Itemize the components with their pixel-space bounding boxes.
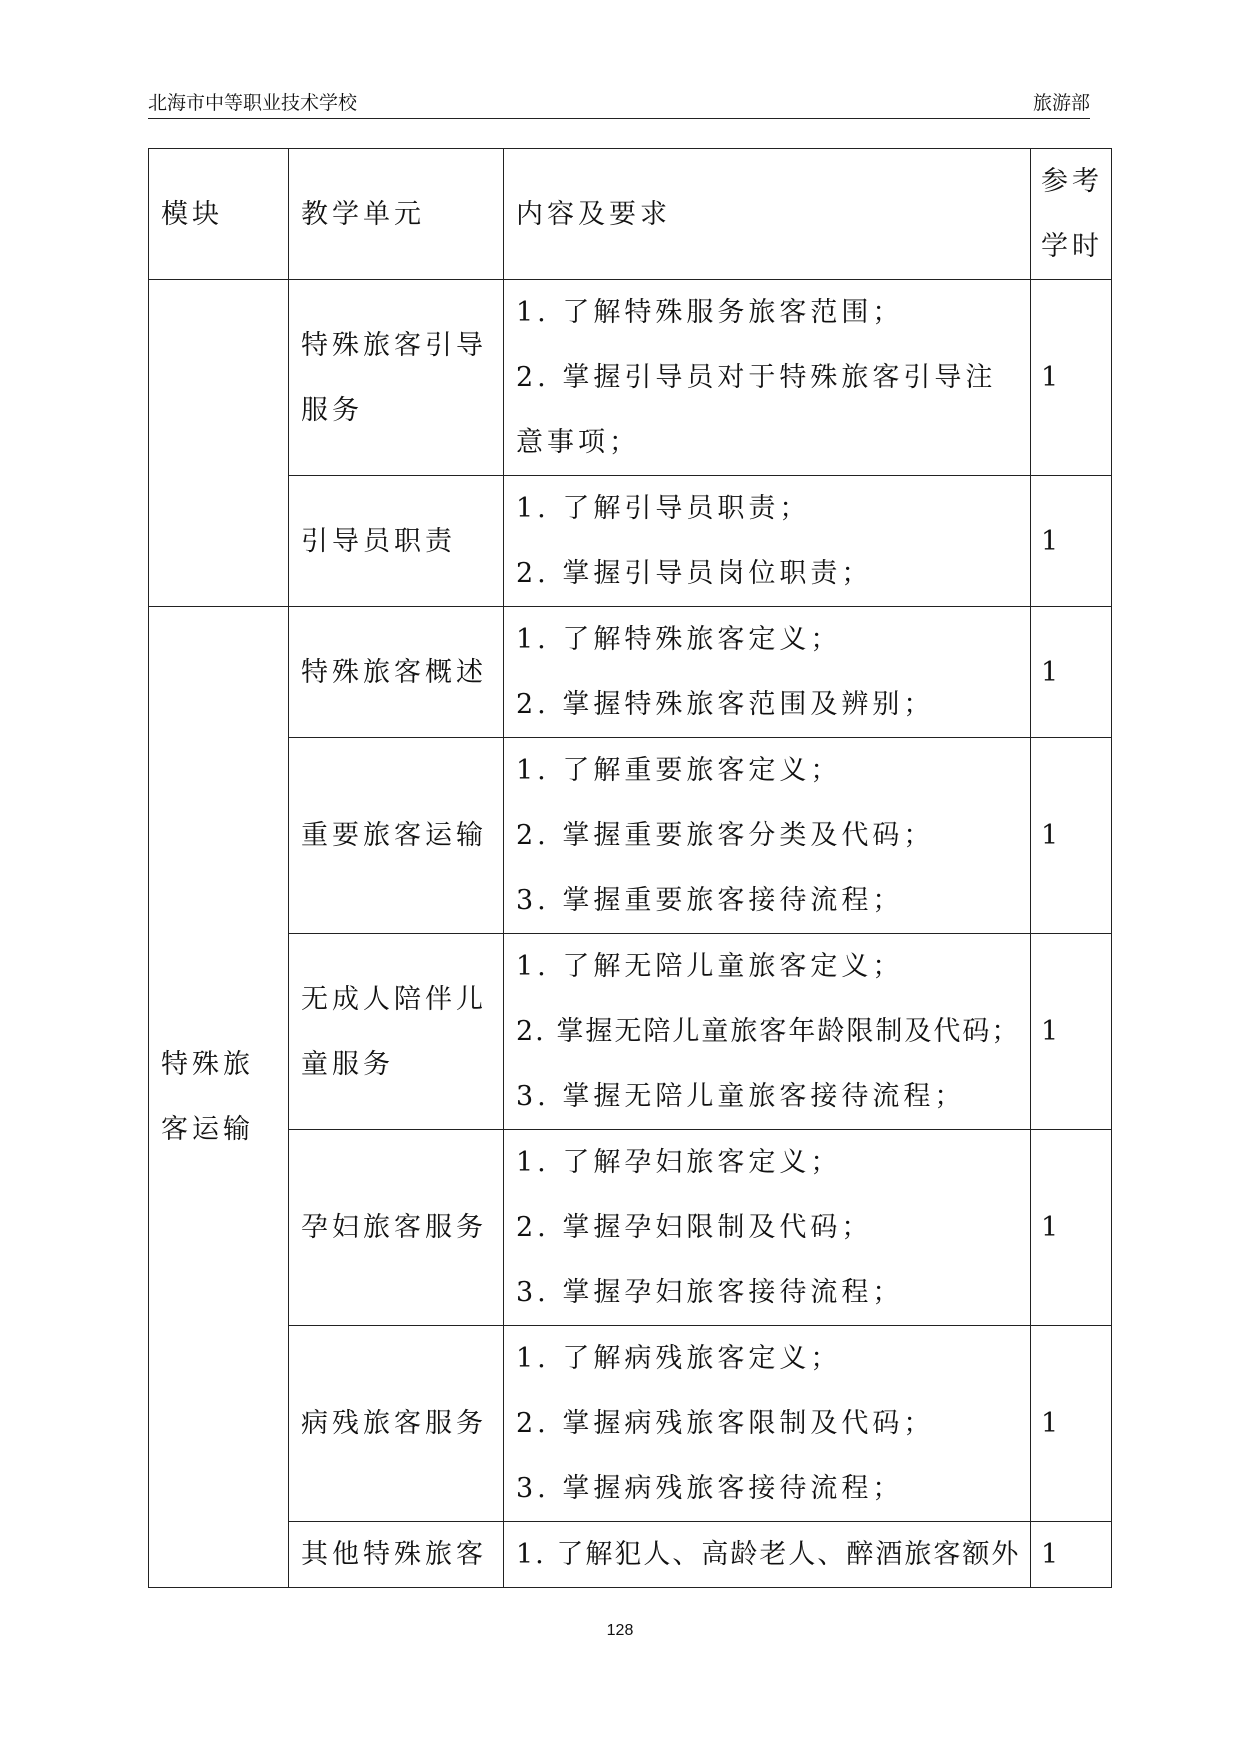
- table-row: [149, 607, 1112, 738]
- hours-cell: 1: [1031, 280, 1112, 476]
- header-module: 模块: [149, 149, 289, 280]
- table-row: [149, 1130, 1112, 1326]
- table-row: [149, 1522, 1112, 1588]
- unit-cell: 病残旅客服务: [289, 1326, 504, 1522]
- module-cell: 特殊旅客运输: [149, 607, 289, 1588]
- unit-cell: 重要旅客运输: [289, 738, 504, 934]
- hours-cell: 1: [1031, 1522, 1112, 1588]
- table-header-row: [149, 149, 1112, 280]
- hours-cell: 1: [1031, 607, 1112, 738]
- syllabus-table: [148, 148, 1112, 1588]
- table-row: [149, 738, 1112, 934]
- page-number: 128: [606, 1622, 634, 1639]
- table-row: [149, 476, 1112, 607]
- content-cell: 1. 了解孕妇旅客定义； 2. 掌握孕妇限制及代码； 3. 掌握孕妇旅客接待流程；: [504, 1130, 1031, 1326]
- school-name: 北海市中等职业技术学校: [148, 92, 358, 114]
- content-cell: 1. 了解引导员职责； 2. 掌握引导员岗位职责；: [504, 476, 1031, 607]
- unit-cell: 孕妇旅客服务: [289, 1130, 504, 1326]
- content-cell: 1. 了解病残旅客定义； 2. 掌握病残旅客限制及代码； 3. 掌握病残旅客接待流程；: [504, 1326, 1031, 1522]
- hours-cell: 1: [1031, 934, 1112, 1130]
- hours-cell: 1: [1031, 1130, 1112, 1326]
- unit-cell: 引导员职责: [289, 476, 504, 607]
- table-row: [149, 934, 1112, 1130]
- table-row: [149, 1326, 1112, 1522]
- hours-cell: 1: [1031, 476, 1112, 607]
- module-cell-empty: [149, 280, 289, 607]
- hours-cell: 1: [1031, 738, 1112, 934]
- content-cell: 1. 了解特殊旅客定义； 2. 掌握特殊旅客范围及辨别；: [504, 607, 1031, 738]
- unit-cell: 其他特殊旅客: [289, 1522, 504, 1588]
- header-hours: 参考 学时: [1031, 149, 1112, 280]
- content-cell: 1. 了解无陪儿童旅客定义； 2. 掌握无陪儿童旅客年龄限制及代码； 3. 掌握无陪儿童旅客接待流程；: [504, 934, 1031, 1130]
- unit-cell: 特殊旅客概述: [289, 607, 504, 738]
- hours-cell: 1: [1031, 1326, 1112, 1522]
- content-cell: 1. 了解重要旅客定义； 2. 掌握重要旅客分类及代码； 3. 掌握重要旅客接待流程；: [504, 738, 1031, 934]
- unit-cell: 无成人陪伴儿童服务: [289, 934, 504, 1130]
- department-name: 旅游部: [1032, 92, 1090, 114]
- page-header: [148, 84, 1090, 119]
- unit-cell: 特殊旅客引导服务: [289, 280, 504, 476]
- content-cell: 1. 了解特殊服务旅客范围； 2. 掌握引导员对于特殊旅客引导注意事项；: [504, 280, 1031, 476]
- content-cell: 1. 了解犯人、高龄老人、醉酒旅客额外: [504, 1522, 1031, 1588]
- header-unit: 教学单元: [289, 149, 504, 280]
- table-row: [149, 280, 1112, 476]
- header-content: 内容及要求: [504, 149, 1031, 280]
